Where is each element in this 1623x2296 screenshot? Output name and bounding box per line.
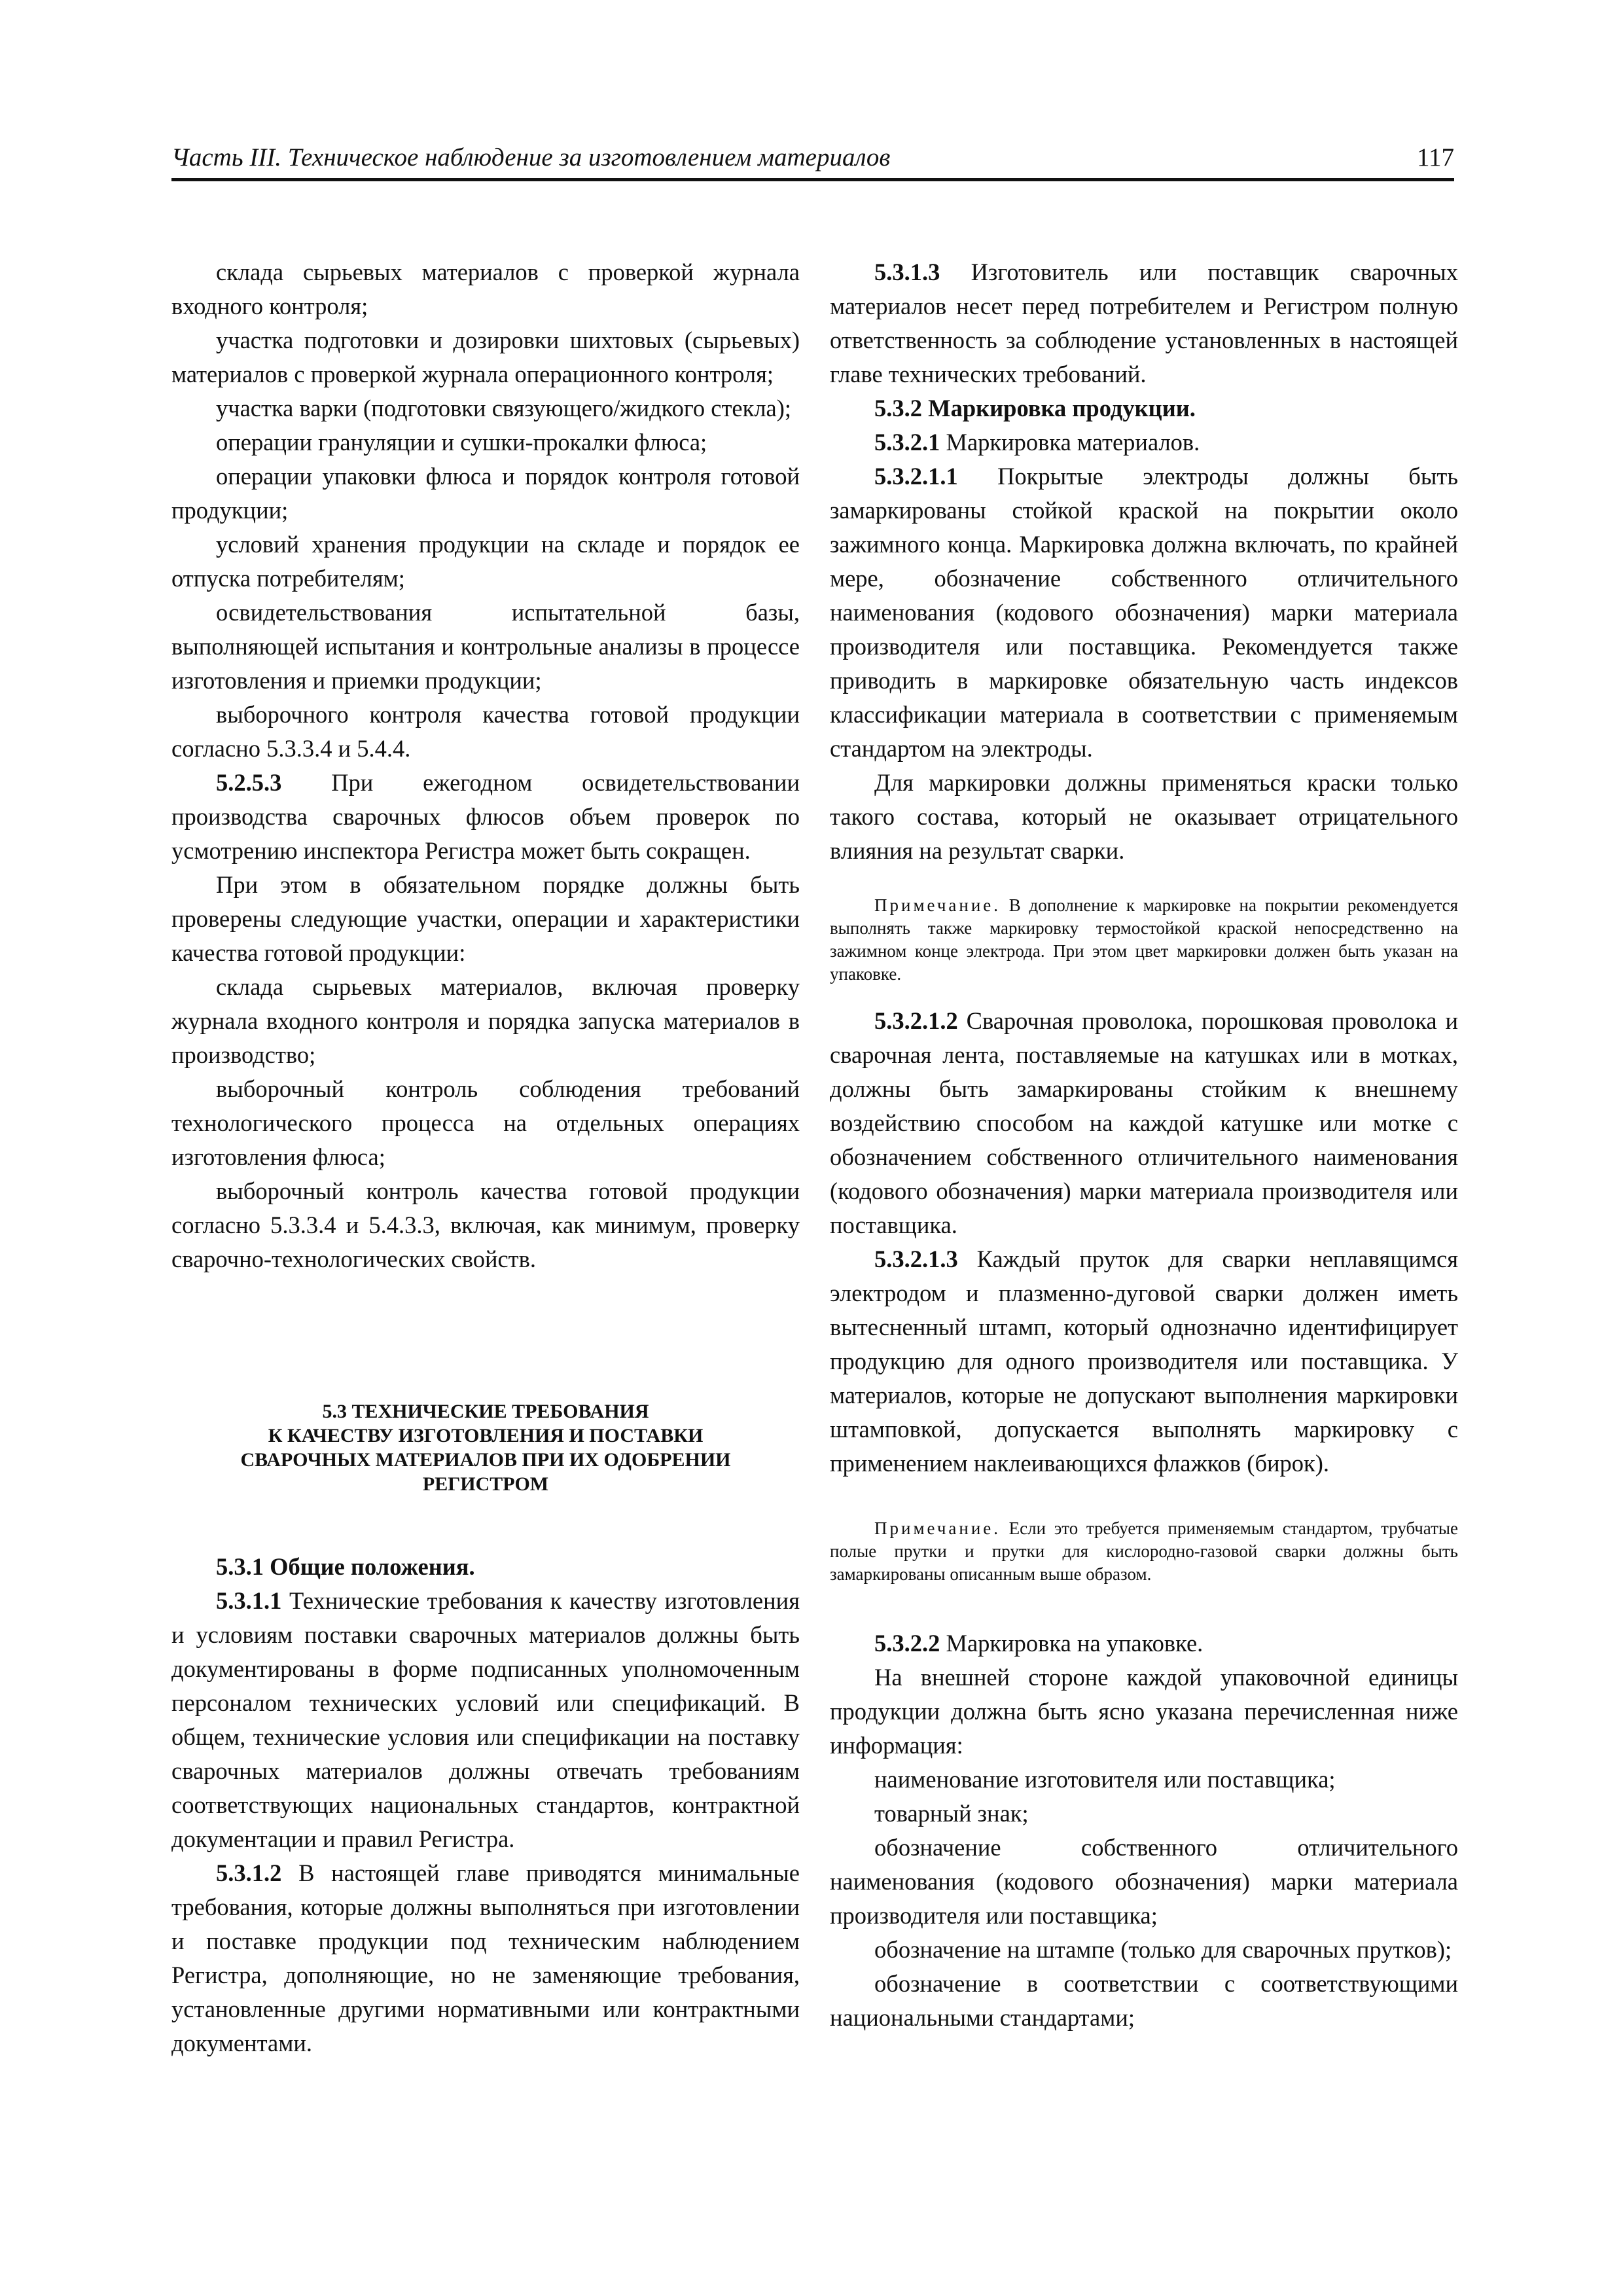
paragraph: операции упаковки флюса и порядок контроля готовой продукции; bbox=[171, 463, 800, 524]
clause-number: 5.3.2.2 bbox=[874, 1630, 940, 1657]
paragraph bbox=[830, 255, 1458, 391]
subsection-heading: 5.3.2 Маркировка продукции. bbox=[874, 395, 1196, 422]
paragraph bbox=[830, 425, 1458, 459]
paragraph: выборочный контроль качества готовой продукции согласно 5.3.3.4 и 5.4.3.3, включая, как минимум, проверку сварочно-технологических свойств. bbox=[171, 1177, 800, 1272]
clause-number: 5.3.2.1.3 bbox=[874, 1246, 958, 1272]
section-heading-line: РЕГИСТРОМ bbox=[422, 1473, 549, 1495]
note bbox=[830, 1517, 1458, 1586]
paragraph: На внешней стороне каждой упаковочной единицы продукции должна быть ясно указана перечисленная ниже информация: bbox=[830, 1664, 1458, 1759]
paragraph: освидетельствования испытательной базы, выполняющей испытания и контрольные анализы в процессе изготовления и приемки продукции; bbox=[171, 599, 800, 694]
section-heading-line: 5.3 ТЕХНИЧЕСКИЕ ТРЕБОВАНИЯ bbox=[322, 1401, 649, 1422]
note-label: Примечание. bbox=[874, 895, 1001, 915]
clause-number: 5.3.2.1 bbox=[874, 429, 940, 456]
clause-text: Изготовитель или поставщик сварочных материалов несет перед потребителем и Регистром полную ответственность за соблюдение установленных в настоящей главе технических требований. bbox=[830, 259, 1458, 387]
paragraph: обозначение на штампе (только для сварочных прутков); bbox=[874, 1936, 1452, 1963]
paragraph bbox=[171, 766, 800, 868]
paragraph: выборочного контроля качества готовой продукции согласно 5.3.3.4 и 5.4.4. bbox=[171, 701, 800, 762]
paragraph: склада сырьевых материалов, включая проверку журнала входного контроля и порядка запуска материалов в производство; bbox=[171, 973, 800, 1068]
clause-number: 5.3.1.3 bbox=[874, 259, 940, 285]
clause-text: Технические требования к качеству изготовления и условиям поставки сварочных материалов должны быть документированы в форме подписанных уполномоченным персоналом технических условий или спецификаций. В общем, технические условия или спецификации на поставку сварочных материалов должны отвечать требованиям соответствующих национальных стандартов, контрактной документации и правил Регистра. bbox=[171, 1587, 800, 1852]
paragraph bbox=[171, 1584, 800, 1856]
paragraph bbox=[830, 459, 1458, 766]
section-heading-line: К КАЧЕСТВУ ИЗГОТОВЛЕНИЯ И ПОСТАВКИ bbox=[268, 1425, 704, 1446]
page-number: 117 bbox=[1416, 143, 1454, 171]
clause-text: Сварочная проволока, порошковая проволока и сварочная лента, поставляемые на катушках или в мотках, должны быть замаркированы стойким к внешнему воздействию способом на каждой катушке или мотке с обозначением собственного отличительного наименования (кодового обозначения) марки материала производителя или поставщика. bbox=[830, 1007, 1458, 1238]
clause-number: 5.3.1.1 bbox=[216, 1587, 282, 1614]
clause-text: В настоящей главе приводятся минимальные требования, которые должны выполняться при изготовлении и поставке продукции под техническим наблюдением Регистра, дополняющие, но не заменяющие требования, установленные другими нормативными или контрактными документами. bbox=[171, 1859, 800, 2056]
section-heading bbox=[171, 1399, 800, 1496]
clause-text: Покрытые электроды должны быть замаркированы стойкой краской на покрытии около зажимного конца. Маркировка должна включать, по крайней мере, обозначение собственного отличительного наименования (кодового обозначения) марки материала производителя или поставщика. Рекомендуется также приводить в маркировке обязательную часть индексов классификации материала в соответствии с применяемым стандартом на электроды. bbox=[830, 463, 1458, 762]
paragraph: обозначение собственного отличительного наименования (кодового обозначения) марки материала производителя или поставщика; bbox=[830, 1834, 1458, 1929]
paragraph bbox=[830, 1004, 1458, 1242]
clause-number: 5.3.1.2 bbox=[216, 1859, 282, 1886]
paragraph bbox=[171, 1856, 800, 2060]
clause-text: Маркировка материалов. bbox=[940, 429, 1200, 456]
note-text: В дополнение к маркировке на покрытии рекомендуется выполнять также маркировку термостойкой краской непосредственно на зажимном конце электрода. При этом цвет маркировки должен быть указан на упаковке. bbox=[830, 895, 1458, 984]
paragraph: наименование изготовителя или поставщика; bbox=[874, 1766, 1336, 1793]
clause-number: 5.2.5.3 bbox=[216, 769, 282, 796]
paragraph: выборочный контроль соблюдения требований технологического процесса на отдельных операциях изготовления флюса; bbox=[171, 1075, 800, 1170]
paragraph: участка варки (подготовки связующего/жидкого стекла); bbox=[216, 395, 792, 422]
note bbox=[830, 894, 1458, 986]
clause-number: 5.3.2.1.1 bbox=[874, 463, 958, 490]
running-header bbox=[171, 143, 1454, 177]
paragraph: условий хранения продукции на складе и порядок ее отпуска потребителям; bbox=[171, 531, 800, 592]
paragraph: операции грануляции и сушки-прокалки флюса; bbox=[216, 429, 707, 456]
paragraph: участка подготовки и дозировки шихтовых (сырьевых) материалов с проверкой журнала операционного контроля; bbox=[171, 327, 800, 387]
paragraph: При этом в обязательном порядке должны быть проверены следующие участки, операции и характеристики качества готовой продукции: bbox=[171, 871, 800, 966]
paragraph: Для маркировки должны применяться краски только такого состава, который не оказывает отрицательного влияния на результат сварки. bbox=[830, 769, 1458, 864]
paragraph: склада сырьевых материалов с проверкой журнала входного контроля; bbox=[171, 259, 800, 319]
paragraph bbox=[830, 1242, 1458, 1480]
left-column bbox=[171, 255, 800, 2060]
header-rule bbox=[171, 178, 1454, 181]
note-label: Примечание. bbox=[874, 1518, 1001, 1538]
clause-text: Каждый пруток для сварки неплавящимся электродом и плазменно-дуговой сварки должен иметь вытесненный штамп, который однозначно идентифицирует продукцию для одного производителя или поставщика. У материалов, которые не допускают выполнения маркировки штамповкой, допускается выполнять маркировку с применением наклеивающихся флажков (бирок). bbox=[830, 1246, 1458, 1477]
clause-number: 5.3.2.1.2 bbox=[874, 1007, 958, 1034]
paragraph: обозначение в соответствии с соответствующими национальными стандартами; bbox=[830, 1970, 1458, 2031]
note-text: Если это требуется применяемым стандартом, трубчатые полые прутки и прутки для кислородно-газовой сварки должны быть замаркированы описанным выше образом. bbox=[830, 1518, 1458, 1584]
paragraph bbox=[830, 1626, 1458, 1660]
paragraph: товарный знак; bbox=[874, 1800, 1029, 1827]
clause-text: При ежегодном освидетельствовании производства сварочных флюсов объем проверок по усмотрению инспектора Регистра может быть сокращен. bbox=[171, 769, 800, 864]
running-title: Часть III. Техническое наблюдение за изготовлением материалов bbox=[171, 143, 891, 171]
subsection-heading: 5.3.1 Общие положения. bbox=[216, 1553, 475, 1580]
right-column bbox=[830, 255, 1458, 2035]
section-heading-line: СВАРОЧНЫХ МАТЕРИАЛОВ ПРИ ИХ ОДОБРЕНИИ bbox=[240, 1449, 731, 1471]
clause-text: Маркировка на упаковке. bbox=[940, 1630, 1204, 1657]
